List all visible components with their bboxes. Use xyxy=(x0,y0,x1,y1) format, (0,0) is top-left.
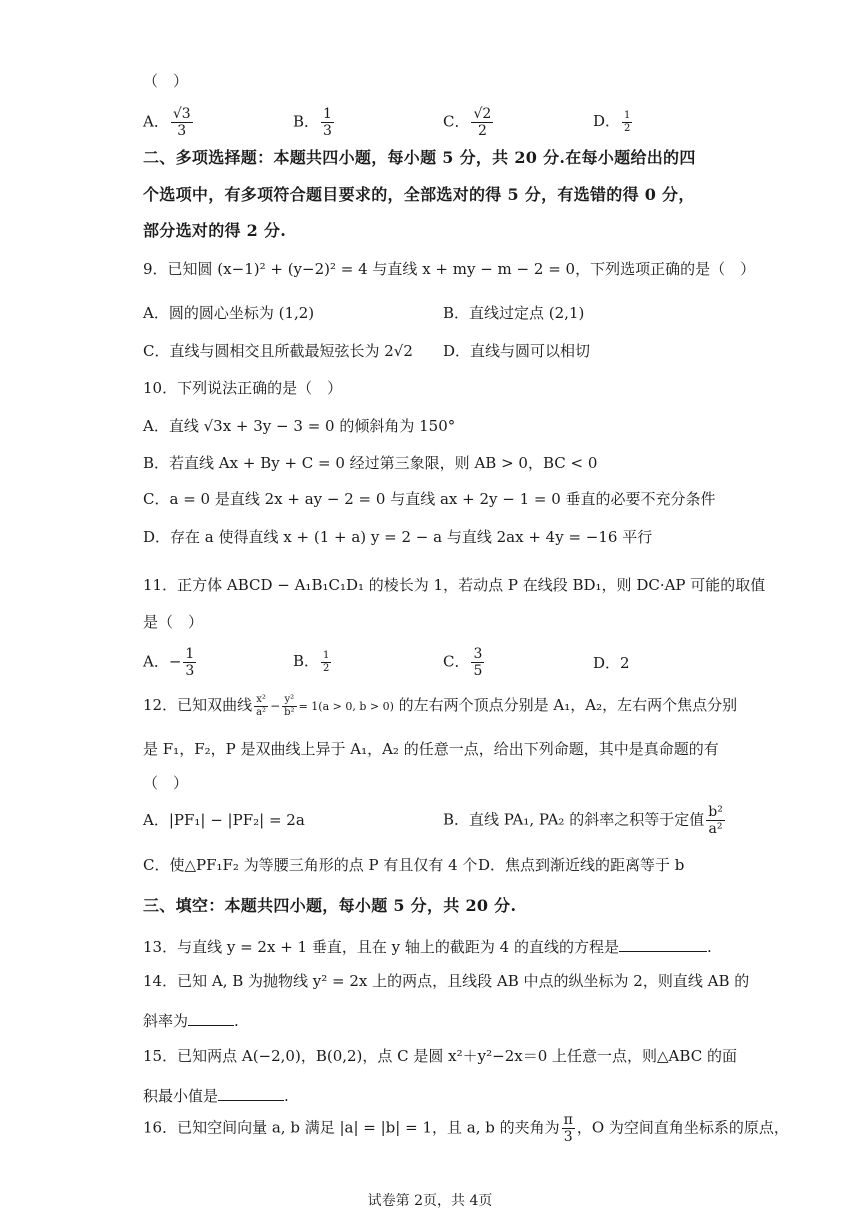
q11-option-c: C． $\frac{3}{5}$ xyxy=(443,646,483,680)
q15-answer-blank[interactable] xyxy=(218,1086,284,1101)
q8-option-a: A． $\frac{√3}{3}$ xyxy=(143,106,191,140)
q8-option-b: B． $\frac{1}{3}$ xyxy=(293,106,332,140)
section2-heading-line3: 部分选对的得 2 分. xyxy=(143,221,287,240)
q15-stem-line2: 积最小值是 . xyxy=(143,1087,289,1105)
q10-stem: 10．下列说法正确的是（ ） xyxy=(143,379,343,397)
q11-option-b: B． $\frac{1}{2}$ xyxy=(293,650,330,674)
q8-paren: （ ） xyxy=(143,72,189,90)
q14-stem-line1: 14．已知 A, B 为抛物线 y² = 2x 上的两点，且线段 AB 中点的纵坐标为 2，则直线 AB 的 xyxy=(143,972,750,990)
q15-stem-line1: 15．已知两点 A(−2,0)，B(0,2)，点 C 是圆 x²＋y²−2x＝0 上任意一点，则△ABC 的面 xyxy=(143,1047,737,1065)
q12-option-a: A．|PF₁| − |PF₂| = 2a xyxy=(143,811,305,829)
q13-answer-blank[interactable] xyxy=(619,937,707,952)
q12-option-b: B．直线 PA₁, PA₂ 的斜率之积等于定值 $\frac{\text{b²}}{\text{a²}}$ xyxy=(443,804,723,838)
q9-option-b: B．直线过定点 (2,1) xyxy=(443,304,585,322)
q12-option-d: D．焦点到渐近线的距离等于 b xyxy=(478,856,685,874)
q12-stem-line1: 12．已知双曲线 $\frac{\text{x²}}{\text{a²}}$ − $\frac{\text{y²}}{\text{b²}}$ = 1(a > 0, b > 0) 的左右两个顶点分别是 A₁，A₂，左右两个焦点分别 xyxy=(143,694,738,718)
page-footer: 试卷第 2页，共 4页 xyxy=(367,1193,493,1209)
q10-option-b: B．若直线 Ax + By + C = 0 经过第三象限，则 AB > 0，BC < 0 xyxy=(143,454,598,472)
q10-option-a: A．直线 √3x + 3y − 3 = 0 的倾斜角为 150° xyxy=(143,417,456,435)
section2-heading-line1: 二、多项选择题：本题共四小题，每小题 5 分，共 20 分.在每小题给出的四 xyxy=(143,148,696,167)
q10-option-c: C．a = 0 是直线 2x + ay − 2 = 0 与直线 ax + 2y − 1 = 0 垂直的必要不充分条件 xyxy=(143,490,716,508)
q8-option-d: D． $\frac{1}{2}$ xyxy=(593,110,631,134)
q14-answer-blank[interactable] xyxy=(188,1011,234,1026)
q11-stem-line2: 是（ ） xyxy=(143,613,204,631)
q9-option-c: C．直线与圆相交且所截最短弦长为 2√2 xyxy=(143,342,413,360)
q11-option-a: A．− $\frac{1}{3}$ xyxy=(143,646,195,680)
q16-stem: 16．已知空间向量 a, b 满足 |a| = |b| = 1，且 a, b 的夹角为 $\frac{\pi}{3}$ ，O 为空间直角坐标系的原点， xyxy=(143,1112,789,1146)
q10-option-d: D．存在 a 使得直线 x + (1 + a) y = 2 − a 与直线 2ax + 4y = −16 平行 xyxy=(143,528,653,546)
q11-option-d: D．2 xyxy=(593,654,630,672)
q14-stem-line2: 斜率为 . xyxy=(143,1012,239,1030)
q9-stem: 9．已知圆 (x−1)² + (y−2)² = 4 与直线 x + my − m − 2 = 0，下列选项正确的是（ ） xyxy=(143,260,756,278)
section3-heading: 三、填空：本题共四小题，每小题 5 分，共 20 分. xyxy=(143,896,517,915)
q9-option-d: D．直线与圆可以相切 xyxy=(443,342,591,360)
q12-stem-line3: （ ） xyxy=(143,774,189,792)
q12-option-c: C．使△PF₁F₂ 为等腰三角形的点 P 有且仅有 4 个 xyxy=(143,856,478,874)
q11-stem-line1: 11．正方体 ABCD − A₁B₁C₁D₁ 的棱长为 1，若动点 P 在线段 BD₁，则 DC·AP 可能的取值 xyxy=(143,576,766,594)
q8-option-c: C． $\frac{√2}{2}$ xyxy=(443,106,492,140)
q12-stem-line2: 是 F₁，F₂，P 是双曲线上异于 A₁，A₂ 的任意一点，给出下列命题，其中是真命题的有 xyxy=(143,740,719,758)
section2-heading-line2: 个选项中，有多项符合题目要求的，全部选对的得 5 分，有选错的得 0 分， xyxy=(143,185,695,204)
q9-option-a: A．圆的圆心坐标为 (1,2) xyxy=(143,304,315,322)
q13-stem: 13．与直线 y = 2x + 1 垂直，且在 y 轴上的截距为 4 的直线的方程是 . xyxy=(143,938,712,956)
